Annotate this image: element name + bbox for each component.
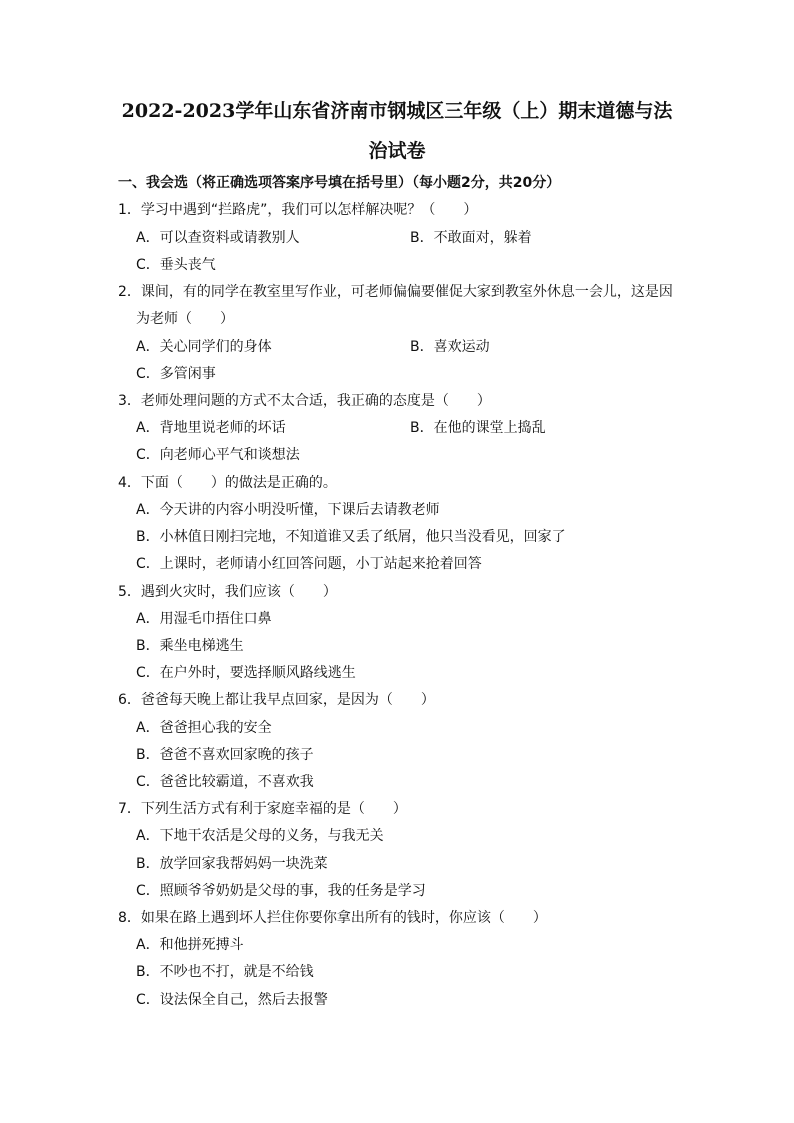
question-5-stem: 5．遇到火灾时，我们应该（ ） [118, 584, 337, 600]
question-2-stem-continued: 为老师（ ） [136, 311, 234, 327]
question-2-option-c: C．多管闲事 [136, 366, 216, 382]
question-3-option-a: A．背地里说老师的坏话 [136, 420, 286, 436]
question-7-option-a: A．下地干农活是父母的义务，与我无关 [136, 828, 384, 844]
question-8-stem: 8．如果在路上遇到坏人拦住你要你拿出所有的钱时，你应该（ ） [118, 910, 547, 926]
question-4-option-b: B．小林值日刚扫完地，不知道谁又丢了纸屑，他只当没看见，回家了 [136, 529, 566, 545]
exam-title-line-1: 2022-2023学年山东省济南市钢城区三年级（上）期末道德与法 [121, 100, 673, 122]
question-7-stem: 7．下列生活方式有利于家庭幸福的是（ ） [118, 801, 407, 817]
question-6-option-a: A．爸爸担心我的安全 [136, 720, 272, 736]
section-heading: 一、我会选（将正确选项答案序号填在括号里）（每小题2分，共20分） [118, 175, 561, 191]
question-4-option-c: C．上课时，老师请小红回答问题，小丁站起来抢着回答 [136, 556, 482, 572]
question-2-stem: 2．课间，有的同学在教室里写作业，可老师偏偏要催促大家到教室外休息一会儿，这是因 [118, 284, 673, 300]
question-1-option-b: B．不敢面对，躲着 [410, 230, 532, 246]
question-3-option-b: B．在他的课堂上捣乱 [410, 420, 546, 436]
question-5-option-c: C．在户外时，要选择顺风路线逃生 [136, 665, 356, 681]
question-8-option-c: C．设法保全自己，然后去报警 [136, 992, 328, 1008]
question-3-stem: 3．老师处理问题的方式不太合适，我正确的态度是（ ） [118, 393, 491, 409]
question-4-option-a: A．今天讲的内容小明没听懂，下课后去请教老师 [136, 502, 440, 518]
question-5-option-a: A．用湿毛巾捂住口鼻 [136, 611, 272, 627]
question-8-option-b: B．不吵也不打，就是不给钱 [136, 964, 314, 980]
question-2-option-b: B．喜欢运动 [410, 339, 490, 355]
exam-title-line-2: 治试卷 [368, 140, 426, 162]
question-6-option-c: C．爸爸比较霸道，不喜欢我 [136, 774, 314, 790]
question-1-option-c: C．垂头丧气 [136, 257, 216, 273]
question-2-option-a: A．关心同学们的身体 [136, 339, 272, 355]
question-8-option-a: A．和他拼死搏斗 [136, 937, 244, 953]
question-7-option-b: B．放学回家我帮妈妈一块洗菜 [136, 856, 328, 872]
question-4-stem: 4．下面（ ）的做法是正确的。 [118, 475, 337, 491]
question-6-stem: 6．爸爸每天晚上都让我早点回家，是因为（ ） [118, 692, 435, 708]
question-1-stem: 1．学习中遇到“拦路虎”，我们可以怎样解决呢？（ ） [118, 202, 478, 218]
question-6-option-b: B．爸爸不喜欢回家晚的孩子 [136, 747, 314, 763]
question-3-option-c: C．向老师心平气和谈想法 [136, 447, 300, 463]
question-1-option-a: A．可以查资料或请教别人 [136, 230, 300, 246]
question-7-option-c: C．照顾爷爷奶奶是父母的事，我的任务是学习 [136, 883, 426, 899]
question-5-option-b: B．乘坐电梯逃生 [136, 638, 244, 654]
